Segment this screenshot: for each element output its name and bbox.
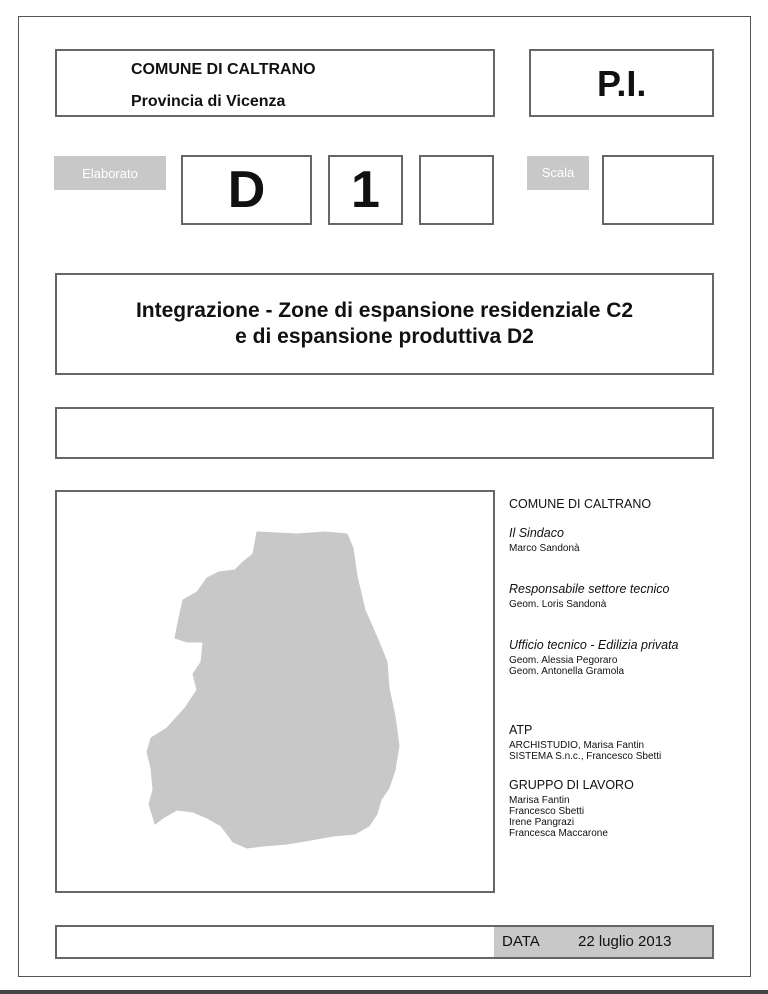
elaborato-label: Elaborato [54,156,166,190]
page-bottom-edge [0,990,768,994]
provincia-title: Provincia di Vicenza [131,93,286,110]
gruppo-role: GRUPPO DI LAVORO [509,778,634,792]
footer-box [55,925,714,959]
gruppo-name-4: Francesca Maccarone [509,828,608,839]
date-panel [494,927,712,957]
gruppo-name-3: Irene Pangrazi [509,817,575,828]
atp-role: ATP [509,723,533,737]
comune-title: COMUNE DI CALTRANO [131,61,316,78]
title-line-1: Integrazione - Zone di espansione residenziale C2 [135,299,634,322]
sindaco-name: Marco Sandonà [509,543,580,554]
comune-box [55,49,495,117]
scala-value [602,155,714,225]
elaborato-number: 1 [328,155,403,225]
elaborato-extra [419,155,494,225]
date-label: DATA [502,933,540,950]
gruppo-name-1: Marisa Fantin [509,795,570,806]
municipality-map [57,492,493,891]
sindaco-role: Il Sindaco [509,526,564,540]
credits-panel [509,497,749,839]
atp-name-1: ARCHISTUDIO, Marisa Fantin [509,740,645,751]
credits-comune: COMUNE DI CALTRANO [509,497,652,511]
elaborato-letter: D [181,155,312,225]
gruppo-name-2: Francesco Sbetti [509,806,585,817]
ufficio-name-1: Geom. Alessia Pegoraro [509,655,618,666]
title-line-2: e di espansione produttiva D2 [235,325,534,348]
title-box [55,273,714,375]
resp-role: Responsabile settore tecnico [509,582,670,596]
plan-code-box [529,49,714,117]
scala-label: Scala [527,156,589,190]
ufficio-name-2: Geom. Antonella Gramola [509,666,625,677]
resp-name: Geom. Loris Sandonà [509,599,607,610]
plan-code: P.I. [597,63,647,104]
date-value: 22 luglio 2013 [578,933,672,950]
atp-name-2: SISTEMA S.n.c., Francesco Sbetti [509,751,662,762]
subtitle-box [55,407,714,459]
ufficio-role: Ufficio tecnico - Edilizia privata [509,638,679,652]
municipality-shape [147,532,399,848]
map-box [55,490,495,893]
